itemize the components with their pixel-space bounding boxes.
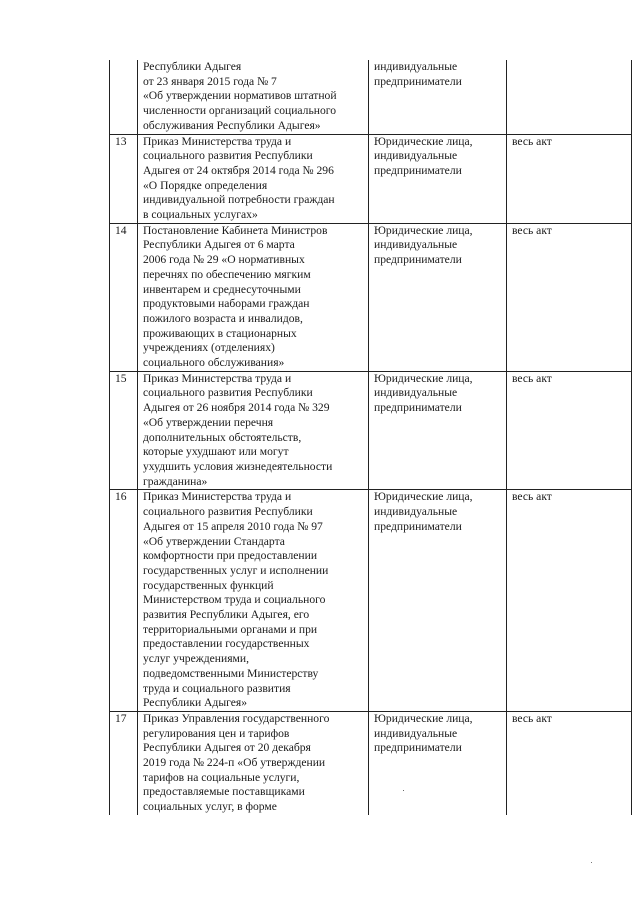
document-title-line: Приказ Министерства труда и (143, 490, 292, 504)
document-title-line: в социальных услугах» (143, 208, 258, 222)
table-row (110, 490, 632, 712)
document-title-line: 2006 года № 29 «О нормативных (143, 253, 305, 267)
row-number (110, 60, 138, 134)
document-title-line: которые ухудшают или могут (143, 445, 289, 459)
document-title-line: государственных функций (143, 578, 274, 592)
document-title-line: перечнях по обеспечению мягким (143, 267, 311, 281)
table-row (110, 134, 632, 223)
document-title-cell (138, 490, 369, 712)
document-title-cell (138, 60, 369, 134)
document-title-line: проживающих в стационарных (143, 326, 297, 340)
table-row (110, 711, 632, 814)
document-title-line: Республики Адыгея» (143, 696, 247, 710)
subjects-cell (369, 134, 507, 223)
document-title-line: ухудшить условия жизнедеятельности (143, 459, 333, 473)
document-title-line: социального обслуживания» (143, 356, 285, 370)
scope-cell: весь акт (507, 134, 632, 223)
subjects-cell (369, 490, 507, 712)
document-title-line: Адыгея от 15 апреля 2010 года № 97 (143, 519, 323, 533)
document-title-line: обслуживания Республики Адыгея» (143, 118, 321, 132)
row-number: 13 (110, 134, 138, 223)
subjects-line: предприниматели (374, 163, 462, 177)
document-title-line: комфортности при предоставлении (143, 549, 318, 563)
document-title-cell (138, 711, 369, 814)
scope-cell (507, 60, 632, 134)
subjects-cell (369, 60, 507, 134)
document-title-line: социального развития Республики (143, 505, 313, 519)
scan-speck (591, 862, 592, 863)
document-title-line: Адыгея от 24 октября 2014 года № 296 (143, 163, 334, 177)
table-row (110, 223, 632, 371)
document-title-line: Республики Адыгея от 6 марта (143, 238, 295, 252)
subjects-line: предприниматели (374, 74, 462, 88)
document-title-line: социального развития Республики (143, 149, 313, 163)
document-title-line: предоставляемые поставщиками (143, 785, 305, 799)
subjects-line: индивидуальные (374, 60, 458, 73)
document-title-line: учреждениях (отделениях) (143, 341, 275, 355)
document-title-line: социального развития Республики (143, 386, 313, 400)
document-title-line: «О Порядке определения (143, 178, 268, 192)
document-title-line: «Об утверждении нормативов штатной (143, 89, 337, 103)
scope-cell: весь акт (507, 490, 632, 712)
row-number: 14 (110, 223, 138, 371)
table-row (110, 60, 632, 134)
document-title-line: государственных услуг и исполнении (143, 563, 329, 577)
row-number: 16 (110, 490, 138, 712)
document-title-line: тарифов на социальные услуги, (143, 770, 300, 784)
subjects-line: предприниматели (374, 401, 462, 415)
document-title-line: инвентарем и среднесуточными (143, 282, 301, 296)
document-title-line: 2019 года № 224-п «Об утверждении (143, 756, 326, 770)
scope-cell: весь акт (507, 371, 632, 490)
subjects-line: предприниматели (374, 741, 462, 755)
document-title-cell (138, 371, 369, 490)
subjects-line: Юридические лица, (374, 371, 473, 385)
document-title-line: Адыгея от 26 ноября 2014 года № 329 (143, 401, 330, 415)
subjects-line: Юридические лица, (374, 134, 473, 148)
document-title-line: регулирования цен и тарифов (143, 726, 290, 740)
document-title-line: численности организаций социального (143, 104, 337, 118)
document-title-line: Министерством труда и социального (143, 593, 326, 607)
subjects-line: Юридические лица, (374, 490, 473, 504)
document-title-line: Приказ Министерства труда и (143, 134, 292, 148)
document-title-line: услуг учреждениями, (143, 652, 249, 666)
document-title-line: гражданина» (143, 474, 208, 488)
document-title-line: пожилого возраста и инвалидов, (143, 311, 303, 325)
document-title-line: индивидуальной потребности граждан (143, 193, 335, 207)
subjects-line: индивидуальные (374, 149, 458, 163)
acts-table-body (110, 60, 632, 815)
subjects-line: предприниматели (374, 253, 462, 267)
document-title-line: продуктовыми наборами граждан (143, 297, 310, 311)
document-title-line: «Об утверждении Стандарта (143, 534, 285, 548)
document-title-line: Республики Адыгея от 20 декабря (143, 741, 311, 755)
subjects-cell (369, 371, 507, 490)
row-number: 17 (110, 711, 138, 814)
document-title-line: предоставлении государственных (143, 637, 310, 651)
scope-cell: весь акт (507, 711, 632, 814)
document-title-line: Приказ Управления государственного (143, 711, 330, 725)
subjects-line: индивидуальные (374, 386, 458, 400)
document-title-line: «Об утверждении перечня (143, 415, 274, 429)
document-title-cell (138, 223, 369, 371)
document-title-line: от 23 января 2015 года № 7 (143, 74, 277, 88)
document-title-line: социальных услуг, в форме (143, 800, 277, 814)
document-title-line: подведомственными Министерству (143, 666, 319, 680)
subjects-line: индивидуальные (374, 505, 458, 519)
subjects-cell (369, 711, 507, 814)
document-title-line: территориальными органами и при (143, 622, 318, 636)
scan-speck (403, 790, 404, 791)
document-title-cell (138, 134, 369, 223)
subjects-line: Юридические лица, (374, 711, 473, 725)
subjects-line: индивидуальные (374, 238, 458, 252)
document-title-line: Постановление Кабинета Министров (143, 223, 328, 237)
subjects-line: Юридические лица, (374, 223, 473, 237)
scope-cell: весь акт (507, 223, 632, 371)
row-number: 15 (110, 371, 138, 490)
document-title-line: развития Республики Адыгея, его (143, 608, 310, 622)
table-row (110, 371, 632, 490)
acts-table (109, 60, 632, 815)
document-title-line: дополнительных обстоятельств, (143, 430, 302, 444)
subjects-cell (369, 223, 507, 371)
document-title-line: труда и социального развития (143, 681, 291, 695)
subjects-line: индивидуальные (374, 726, 458, 740)
subjects-line: предприниматели (374, 519, 462, 533)
document-title-line: Республики Адыгея (143, 60, 242, 73)
document-title-line: Приказ Министерства труда и (143, 371, 292, 385)
